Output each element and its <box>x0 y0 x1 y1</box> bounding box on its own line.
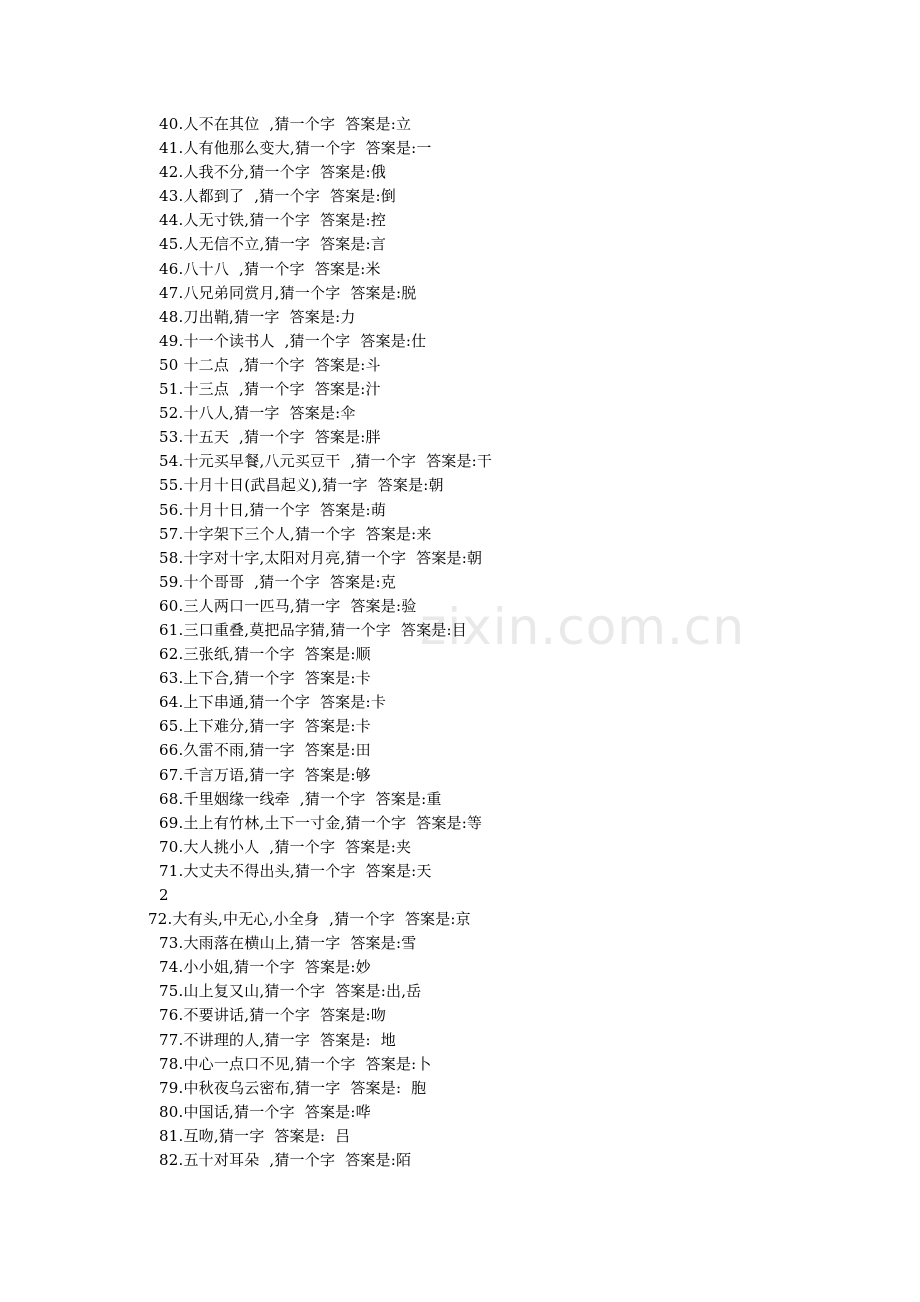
riddle-line-78: 78.中心一点口不见,猜一个字 答案是:卜 <box>159 1054 432 1073</box>
riddle-list <box>148 112 493 1172</box>
riddle-line-81: 81.互吻,猜一字 答案是: 吕 <box>159 1126 351 1145</box>
riddle-line-49: 49.十一个读书人 ,猜一个字 答案是:仕 <box>159 331 427 350</box>
riddle-line-68: 68.千里姻缘一线牵 ,猜一个字 答案是:重 <box>159 789 442 808</box>
riddle-line-46: 46.八十八 ,猜一个字 答案是:米 <box>159 259 381 278</box>
riddle-line-52: 52.十八人,猜一字 答案是:伞 <box>159 404 356 423</box>
riddle-line-48: 48.刀出鞘,猜一字 答案是:力 <box>159 307 356 326</box>
riddle-line-72: 72.大有头,中无心,小全身 ,猜一个字 答案是:京 <box>148 910 471 929</box>
riddle-line-67: 67.千言万语,猜一字 答案是:够 <box>159 765 371 784</box>
riddle-line-64: 64.上下串通,猜一个字 答案是:卡 <box>159 693 387 712</box>
riddle-line-41: 41.人有他那么变大,猜一个字 答案是:一 <box>159 139 432 158</box>
riddle-line-80: 80.中国话,猜一个字 答案是:哗 <box>159 1102 371 1121</box>
riddle-line-40: 40.人不在其位 ,猜一个字 答案是:立 <box>159 115 412 133</box>
riddle-line-76: 76.不要讲话,猜一个字 答案是:吻 <box>159 1006 387 1025</box>
riddle-line-66: 66.久雷不雨,猜一字 答案是:田 <box>159 741 371 760</box>
riddle-line-45: 45.人无信不立,猜一字 答案是:言 <box>159 235 387 254</box>
riddle-line-62: 62.三张纸,猜一个字 答案是:顺 <box>159 645 371 664</box>
riddle-line-43: 43.人都到了 ,猜一个字 答案是:倒 <box>159 187 396 206</box>
riddle-line-42: 42.人我不分,猜一个字 答案是:俄 <box>159 163 387 182</box>
riddle-line-65: 65.上下难分,猜一字 答案是:卡 <box>159 717 371 736</box>
watermark: zixin.com.cn <box>420 598 746 656</box>
riddle-line-63: 63.上下合,猜一个字 答案是:卡 <box>159 669 371 688</box>
riddle-line-77: 77.不讲理的人,猜一字 答案是: 地 <box>159 1030 396 1049</box>
riddle-line-58: 58.十字对十字,太阳对月亮,猜一个字 答案是:朝 <box>159 548 483 567</box>
riddle-line-73: 73.大雨落在横山上,猜一字 答案是:雪 <box>159 934 417 953</box>
riddle-line-82: 82.五十对耳朵 ,猜一个字 答案是:陌 <box>159 1151 412 1170</box>
riddle-line-70: 70.大人挑小人 ,猜一个字 答案是:夹 <box>159 837 412 856</box>
riddle-line-61: 61.三口重叠,莫把品字猜,猜一个字 答案是:目 <box>159 620 467 639</box>
riddle-line-44: 44.人无寸铁,猜一个字 答案是:控 <box>159 211 387 230</box>
riddle-line-54: 54.十元买早餐,八元买豆干 ,猜一个字 答案是:干 <box>159 452 493 471</box>
riddle-line-59: 59.十个哥哥 ,猜一个字 答案是:克 <box>159 572 396 591</box>
riddle-line-60: 60.三人两口一匹马,猜一字 答案是:验 <box>159 596 417 615</box>
riddle-line-71: 71.大丈夫不得出头,猜一个字 答案是:天 <box>159 861 432 880</box>
page-number: 2 <box>159 886 169 904</box>
riddle-line-75: 75.山上复又山,猜一个字 答案是:出,岳 <box>159 982 422 1001</box>
riddle-line-55: 55.十月十日(武昌起义),猜一字 答案是:朝 <box>159 476 444 495</box>
riddle-line-79: 79.中秋夜乌云密布,猜一字 答案是: 胞 <box>159 1078 427 1097</box>
riddle-line-57: 57.十字架下三个人,猜一个字 答案是:来 <box>159 524 432 543</box>
riddle-line-51: 51.十三点 ,猜一个字 答案是:汁 <box>159 380 381 399</box>
riddle-line-50: 50 十二点 ,猜一个字 答案是:斗 <box>159 355 381 374</box>
riddle-line-74: 74.小小姐,猜一个字 答案是:妙 <box>159 958 371 977</box>
riddle-line-53: 53.十五天 ,猜一个字 答案是:胖 <box>159 428 381 447</box>
riddle-line-56: 56.十月十日,猜一个字 答案是:萌 <box>159 500 387 519</box>
riddle-line-47: 47.八兄弟同赏月,猜一个字 答案是:脱 <box>159 283 417 302</box>
riddle-line-69: 69.土上有竹林,土下一寸金,猜一个字 答案是:等 <box>159 813 483 832</box>
